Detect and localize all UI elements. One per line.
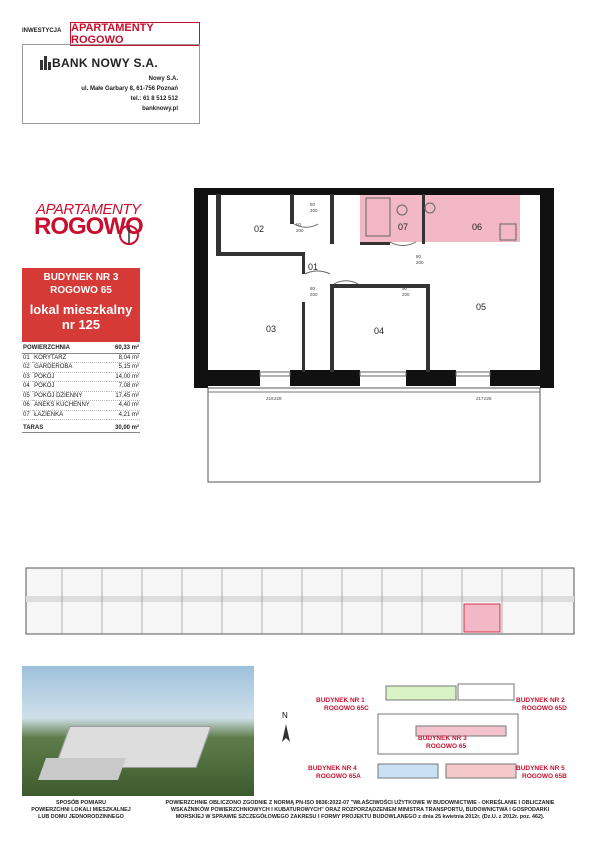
room-label-07: 07 — [398, 222, 409, 232]
door-dim: 200 — [310, 292, 318, 297]
building-4-sub: ROGOWO 65A — [316, 773, 361, 780]
door-dim: 60 — [296, 222, 302, 227]
table-row: 04 POKÓJ 7,08 m² — [23, 383, 139, 389]
building-2-label: BUDYNEK NR 2 — [516, 697, 565, 704]
table-row: 02 GARDEROBA 5,15 m² — [23, 364, 139, 370]
logo-anchor-icon — [118, 224, 140, 246]
door-dim: 80 — [416, 254, 422, 259]
footer-right-line: POWIERZCHNIE OBLICZONO ZGODNIE Z NORMĄ PN-ISO 9836:2022-07 "WŁAŚCIWOŚCI UŻYTKOWE W BUDOWNICTWIE - OKREŚLANIE I OBLICZANIE — [165, 800, 555, 806]
site-map — [266, 666, 578, 796]
door-dim: 80 — [310, 202, 316, 207]
area-table — [22, 344, 140, 433]
unit-panel — [22, 268, 140, 342]
building-1-sub: ROGOWO 65C — [324, 705, 369, 712]
building-address: ROGOWO 65 — [50, 285, 112, 296]
building-3-sub: ROGOWO 65 — [426, 743, 467, 750]
window-dim: 228 — [274, 396, 282, 401]
investor-label: INWESTYCJA — [22, 28, 62, 34]
terrace-label: TARAS — [22, 424, 107, 433]
logo-line-1: APARTAMENTY — [36, 201, 141, 218]
room-label-01: 01 — [308, 262, 319, 272]
table-row: 07 ŁAZIENKA 4,21 m² — [23, 411, 139, 418]
bank-line-4: banknowy.pl — [142, 106, 178, 112]
investment-name: APARTAMENTY ROGOWO — [70, 22, 200, 46]
room-label-05: 05 — [476, 302, 487, 312]
north-label: N — [282, 711, 288, 720]
building-5-label: BUDYNEK NR 5 — [516, 765, 565, 772]
footer-left-line: SPOSÓB POMIARU — [55, 800, 107, 806]
highlighted-unit — [464, 604, 500, 632]
footer — [22, 800, 578, 840]
building-number: BUDYNEK NR 3 — [43, 272, 119, 283]
bank-line-3: tel.: 61 8 512 512 — [130, 96, 178, 102]
room-06-fill — [424, 194, 520, 242]
footer-right-line: MORSKIEJ W SPRAWIE SZCZEGÓŁOWEGO ZAKRESU I FORMY PROJEKTU BUDOWLANEGO z dnia 25 kwietnia 2012r. (Dz.U. z 2012r. poz. 462). — [175, 814, 545, 820]
logo-line-2: ROGOWO — [34, 213, 143, 240]
bank-name: BANK NOWY S.A. — [52, 56, 158, 70]
window-dim: 217 — [476, 396, 484, 401]
bank-line-2: ul. Małe Garbary 8, 61-756 Poznań — [81, 86, 178, 92]
north-arrow-icon — [282, 724, 290, 742]
table-row: 05 POKÓJ DZIENNY 17,45 m² — [23, 392, 139, 399]
footer-left-line: LUB DOMU JEDNORODZINNEGO — [38, 814, 124, 820]
room-07-fill — [360, 194, 422, 242]
unit-number: nr 125 — [61, 317, 101, 332]
bank-line-1: Nowy S.A. — [148, 76, 178, 82]
room-label-02: 02 — [254, 224, 265, 234]
footer-right-line: WSKAŹNIKÓW POWIERZCHNIOWYCH I KUBATUROWYCH" ORAZ ROZPORZĄDZENIEM MINISTRA TRANSPORTU, BUDOWNICTWA I GOSPODARKI — [170, 807, 550, 813]
door-dim: 90 — [402, 286, 408, 291]
unit-type: lokal mieszkalny — [29, 302, 133, 317]
building-1-label: BUDYNEK NR 1 — [316, 697, 365, 704]
door-dim: 200 — [416, 260, 424, 265]
aerial-photo — [22, 666, 254, 796]
total-area-value: 60,33 m² — [107, 344, 140, 353]
door-dim: 200 — [402, 292, 410, 297]
door-dim: 200 — [310, 208, 318, 213]
building-floor-strip — [22, 562, 578, 640]
terrace-value: 30,00 m² — [107, 424, 140, 433]
room-label-04: 04 — [374, 326, 385, 336]
window-dim: 218 — [266, 396, 274, 401]
room-label-06: 06 — [472, 222, 483, 232]
building-5-sub: ROGOWO 65B — [522, 773, 567, 780]
building-3-label: BUDYNEK NR 3 — [418, 735, 467, 742]
door-dim: 80 — [310, 286, 316, 291]
table-row: 01 KORYTARZ 8,04 m² — [23, 354, 139, 361]
total-area-label: POWIERZCHNIA — [22, 344, 107, 353]
floor-plan — [190, 184, 562, 494]
building-2-sub: ROGOWO 65D — [522, 705, 567, 712]
window-dim: 228 — [484, 396, 492, 401]
table-row: 06 ANEKS KUCHENNY 4,40 m² — [23, 402, 139, 408]
building-4-label: BUDYNEK NR 4 — [308, 765, 357, 772]
door-dim: 200 — [296, 228, 304, 233]
room-label-03: 03 — [266, 324, 277, 334]
table-row: 03 POKÓJ 14,00 m² — [23, 373, 139, 380]
footer-left-line: POWIERZCHNI LOKALI MIESZKALNEJ — [31, 807, 131, 813]
bank-logo-icon — [40, 56, 52, 70]
